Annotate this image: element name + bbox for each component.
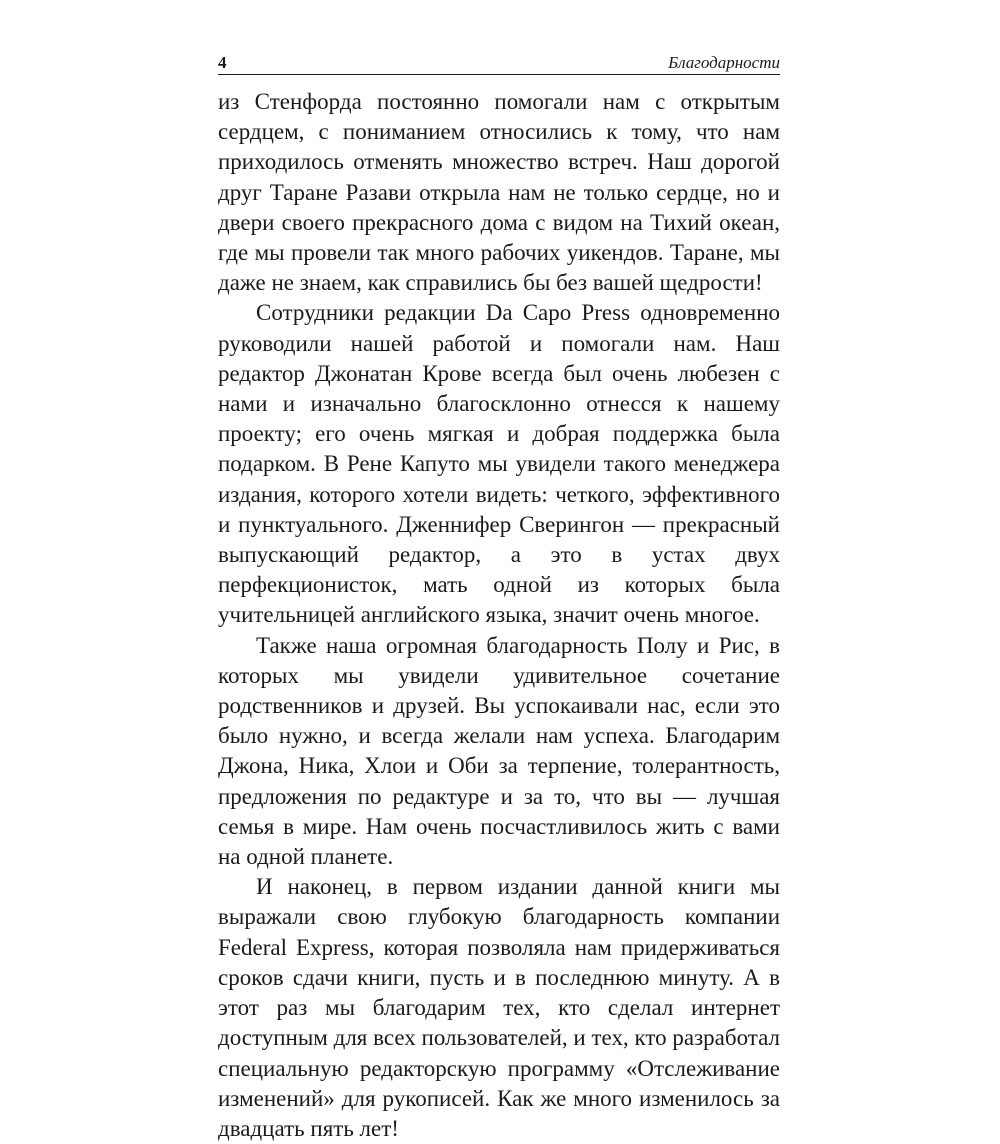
paragraph-1: из Стенфорда постоянно помогали нам с открытым сердцем, с пониманием относились к тому, что нам приходилось отменять множество встреч. Наш дорогой друг Таране Разави открыла нам не только сердце, но и двери своего прекрасного дома с видом на Тихий океан, где мы провели так много рабочих уикендов. Таране, мы даже не знаем, как справились бы без вашей щедрости!	[218, 89, 780, 296]
section-title: Благодарности	[668, 53, 780, 72]
paragraph-3: Также наша огромная благодарность Полу и Рис, в которых мы увидели удивительное сочетание родственников и друзей. Вы успокаивали нас, если это было нужно, и всегда желали нам успеха. Благодарим Джона, Ника, Хлои и Оби за терпение, толерантность, предложения по редактуре и за то, что вы — лучшая семья в мире. Нам очень посчастливилось жить с вами на одной планете.	[218, 632, 780, 870]
paragraph-2: Сотрудники редакции Da Capo Press одновременно руководили нашей работой и помогали нам. Наш редактор Джонатан Крове всегда был очень любезен с нами и изначально благосклонно отнесся к нашему проекту; его очень мягкая и добрая поддержка была подарком. В Рене Капуто мы увидели такого менеджера издания, которого хотели видеть: четкого, эффективного и пунктуального. Дженнифер Сверингон — прекрасный выпускающий редактор, а это в устах двух перфекционисток, мать одной из которых была учительницей английского языка, значит очень многое.	[218, 300, 780, 628]
page-number: 4	[218, 53, 227, 72]
body-text	[218, 87, 780, 1144]
running-head	[218, 52, 780, 75]
book-page	[218, 52, 780, 1144]
paragraph-4: И наконец, в первом издании данной книги мы выражали свою глубокую благодарность компании Federal Express, которая позволяла нам придерживаться сроков сдачи книги, пусть и в последнюю минуту. А в этот раз мы благодарим тех, кто сделал интернет доступным для всех пользователей, и тех, кто разработал специальную редакторскую программу «Отслеживание изменений» для рукописей. Как же много изменилось за двадцать пять лет!	[218, 874, 780, 1141]
